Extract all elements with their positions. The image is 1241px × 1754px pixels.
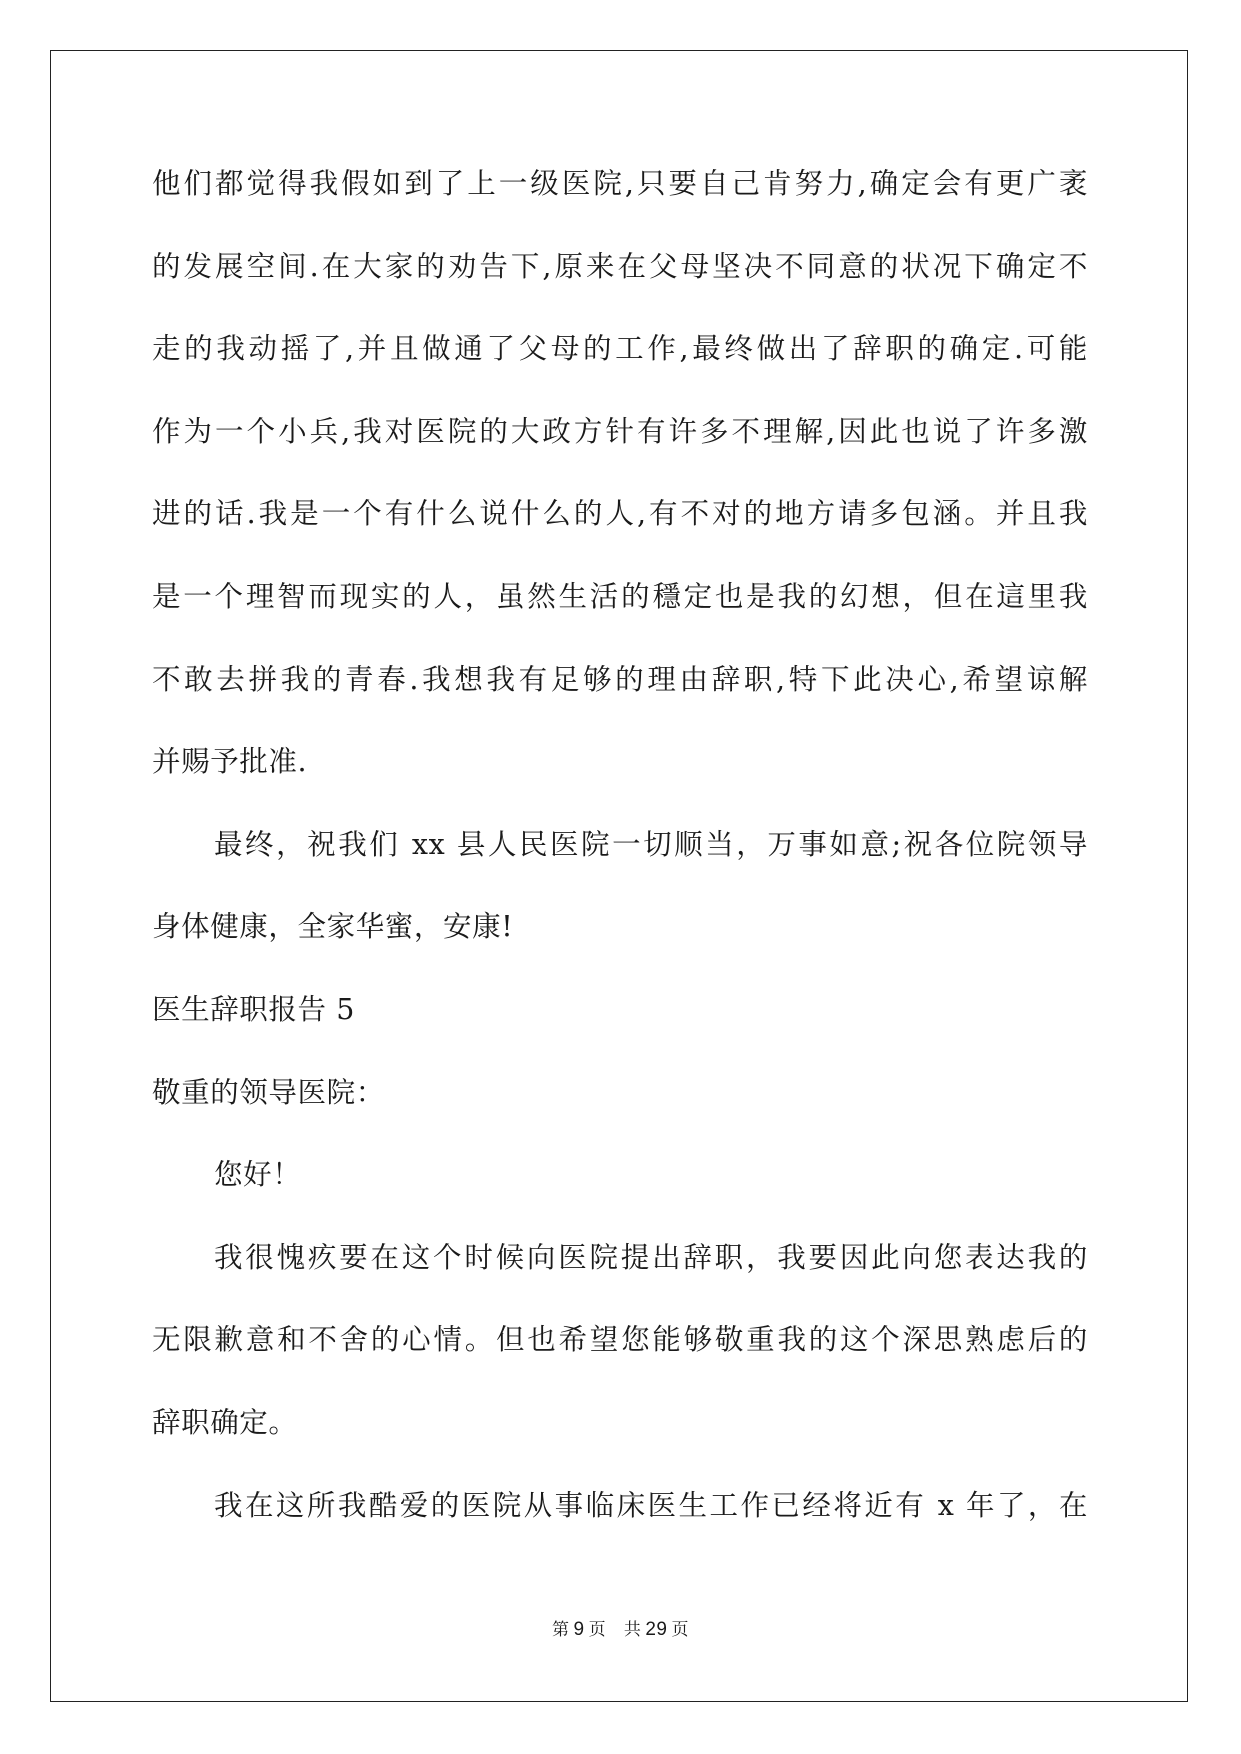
paragraph-line: 我很愧疚要在这个时候向医院提出辞职，我要因此向您表达我的 <box>214 1240 1088 1274</box>
section-heading: 医生辞职报告 5 <box>152 992 355 1026</box>
salutation: 敬重的领导医院： <box>152 1075 385 1109</box>
paragraph-line: 身体健康，全家华蜜，安康! <box>152 910 514 944</box>
paragraph-line: 无限歉意和不舍的心情。但也希望您能够敬重我的这个深思熟虑后的 <box>152 1323 1088 1357</box>
greeting: 您好！ <box>214 1158 302 1192</box>
paragraph-line: 他们都觉得我假如到了上一级医院,只要自己肯努力,确定会有更广袤 <box>152 167 1088 200</box>
footer-total-prefix: 共 <box>623 1620 642 1640</box>
page-footer <box>0 1618 1241 1642</box>
paragraph-line: 进的话.我是一个有什么说什么的人,有不对的地方请多包涵。并且我 <box>152 497 1088 531</box>
footer-page-suffix: 页 <box>588 1620 607 1640</box>
paragraph-line: 作为一个小兵,我对医院的大政方针有许多不理解,因此也说了许多激 <box>152 414 1088 448</box>
paragraph-line: 是一个理智而现实的人，虽然生活的穩定也是我的幻想，但在這里我 <box>152 579 1088 613</box>
paragraph-line: 辞职确定。 <box>152 1405 298 1439</box>
paragraph-line: 我在这所我酷爱的医院从事临床医生工作已经将近有 x 年了，在 <box>214 1488 1088 1522</box>
paragraph-line: 并赐予批准. <box>152 745 308 779</box>
paragraph-line: 的发展空间.在大家的劝告下,原来在父母坚决不同意的状况下确定不 <box>152 249 1088 283</box>
paragraph-line: 走的我动摇了,并且做通了父母的工作,最终做出了辞职的确定.可能 <box>152 332 1088 366</box>
footer-total-pages: 29 <box>645 1619 668 1640</box>
paragraph-line: 最终，祝我们 xx 县人民医院一切顺当，万事如意;祝各位院领导 <box>214 827 1088 861</box>
paragraph-line: 不敢去拼我的青春.我想我有足够的理由辞职,特下此决心,希望谅解 <box>152 662 1088 696</box>
footer-total-suffix: 页 <box>671 1620 689 1640</box>
footer-page-prefix: 第 <box>552 1620 570 1640</box>
footer-page-number: 9 <box>573 1619 585 1640</box>
document-body <box>152 158 1088 1562</box>
